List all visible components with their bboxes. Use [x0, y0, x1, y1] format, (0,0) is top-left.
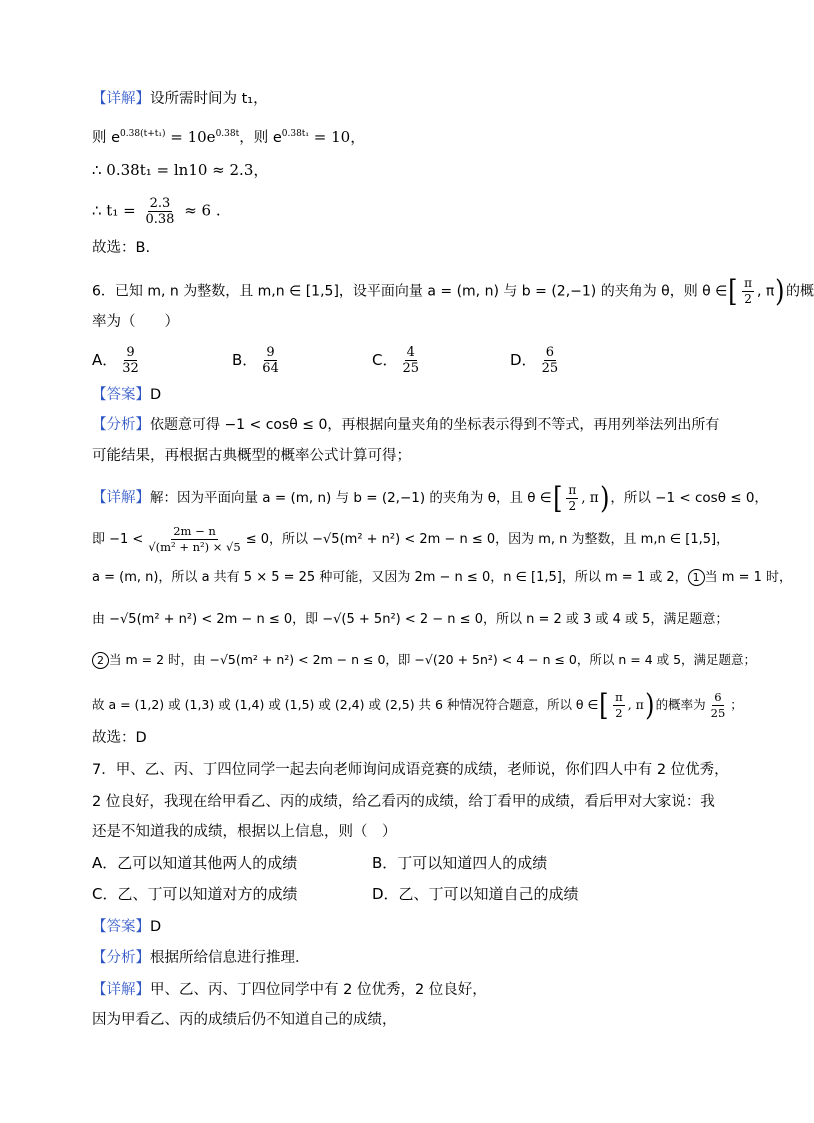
q7-analysis: 【分析】根据所给信息进行推理．	[92, 950, 310, 966]
q7-option-a: A．乙可以知道其他两人的成绩	[92, 854, 298, 872]
q6-option-b: B． $\frac{9}{64}$	[232, 345, 279, 376]
q6-detail-2: 即 −1 < $\frac{2m - n}{\text{√(m² + n²) × √5}}$ ≤ 0，所以 −√5(m² + n²) < 2m − n ≤ 0，因为 m, n 为整数，且 m,n ∈ [1,5]，	[92, 524, 730, 554]
q6-stem-2: 率为（ ）	[92, 314, 179, 330]
q7-option-b: B．丁可以知道四人的成绩	[372, 854, 548, 872]
q6-detail-6: 故 a = (1,2) 或 (1,3) 或 (1,4) 或 (1,5) 或 (2,4) 或 (2,5) 共 6 种情况符合题意，所以 θ ∈[ $\frac{\pi}{2}$ , π)的概率为 $\frac{6}{25}$ ；	[92, 687, 743, 723]
circled-number-1: 1	[688, 569, 705, 586]
q7-detail-1: 【详解】甲、乙、丙、丁四位同学中有 2 位优秀，2 位良好，	[92, 982, 487, 998]
q6-final: 故选：D	[92, 730, 147, 746]
fraction: $\frac{2.3}{0.38}$	[145, 196, 175, 227]
q6-analysis-2: 可能结果，再根据古典概型的概率公式计算可得；	[92, 448, 411, 464]
q7-answer: 【答案】D	[92, 919, 162, 935]
q6-stem-1: 6．已知 m, n 为整数，且 m,n ∈ [1,5]，设平面向量 a = (m, n) 与 b = (2,−1) 的夹角为 θ，则 θ ∈[ $\frac{\pi}{2}$ , π)的概	[92, 273, 814, 309]
q6-option-a: A． $\frac{9}{32}$	[92, 345, 139, 376]
detail-tag: 【详解】	[92, 91, 150, 107]
q6-detail-1: 【详解】解：因为平面向量 a = (m, n) 与 b = (2,−1) 的夹角为 θ，且 θ ∈[ $\frac{\pi}{2}$ , π)，所以 −1 < cosθ ≤ 0，	[92, 480, 768, 516]
q7-option-c: C．乙、丁可以知道对方的成绩	[92, 885, 298, 903]
q6-option-d: D． $\frac{6}{25}$	[510, 345, 559, 376]
q6-detail-4: 由 −√5(m² + n²) < 2m − n ≤ 0，即 −√(5 + 5n²) < 2 − n ≤ 0，所以 n = 2 或 3 或 4 或 5，满足题意；	[92, 612, 729, 627]
q6-detail-3: a = (m, n)，所以 a 共有 5 × 5 = 25 种可能，又因为 2m − n ≤ 0，n ∈ [1,5]，所以 m = 1 或 2， 1 当 m = 1 时，	[92, 570, 792, 585]
q7-stem-3: 还是不知道我的成绩，根据以上信息，则（ ）	[92, 824, 397, 840]
detail-line-1: 【详解】设所需时间为 t₁，	[92, 91, 268, 107]
circled-number-2: 2	[92, 652, 109, 669]
q7-stem-2: 2 位良好，我现在给甲看乙、丙的成绩，给乙看丙的成绩，给丁看甲的成绩，看后甲对大家说：我	[92, 794, 715, 810]
q6-analysis-1: 【分析】依题意可得 −1 < cosθ ≤ 0，再根据向量夹角的坐标表示得到不等式，再用列举法列出所有	[92, 417, 720, 433]
q6-answer: 【答案】D	[92, 387, 162, 403]
q7-stem-1: 7．甲、乙、丙、丁四位同学一起去向老师询问成语竞赛的成绩，老师说，你们四人中有 2 位优秀，	[92, 762, 729, 778]
q6-detail-5: 2 当 m = 2 时，由 −√5(m² + n²) < 2m − n ≤ 0，即 −√(20 + 5n²) < 4 − n ≤ 0，所以 n = 4 或 5，满足题意；	[92, 650, 756, 671]
q7-option-d: D．乙、丁可以知道自己的成绩	[372, 885, 579, 903]
equation-line-2: 则 $e^{0.38(t+t_1)} = 10e^{0.38t}$，则 $e^{0.38t_1} = 10$，	[92, 128, 366, 146]
equation-line-4: ∴ t₁ = $\frac{2.3}{0.38}$ ≈ 6 .	[92, 196, 221, 227]
equation-line-3: ∴ 0.38t₁ = ln10 ≈ 2.3，	[92, 161, 269, 179]
choice-line: 故选：B.	[92, 240, 151, 256]
q6-option-c: C． $\frac{4}{25}$	[372, 345, 420, 376]
q7-detail-2: 因为甲看乙、丙的成绩后仍不知道自己的成绩，	[92, 1012, 397, 1028]
